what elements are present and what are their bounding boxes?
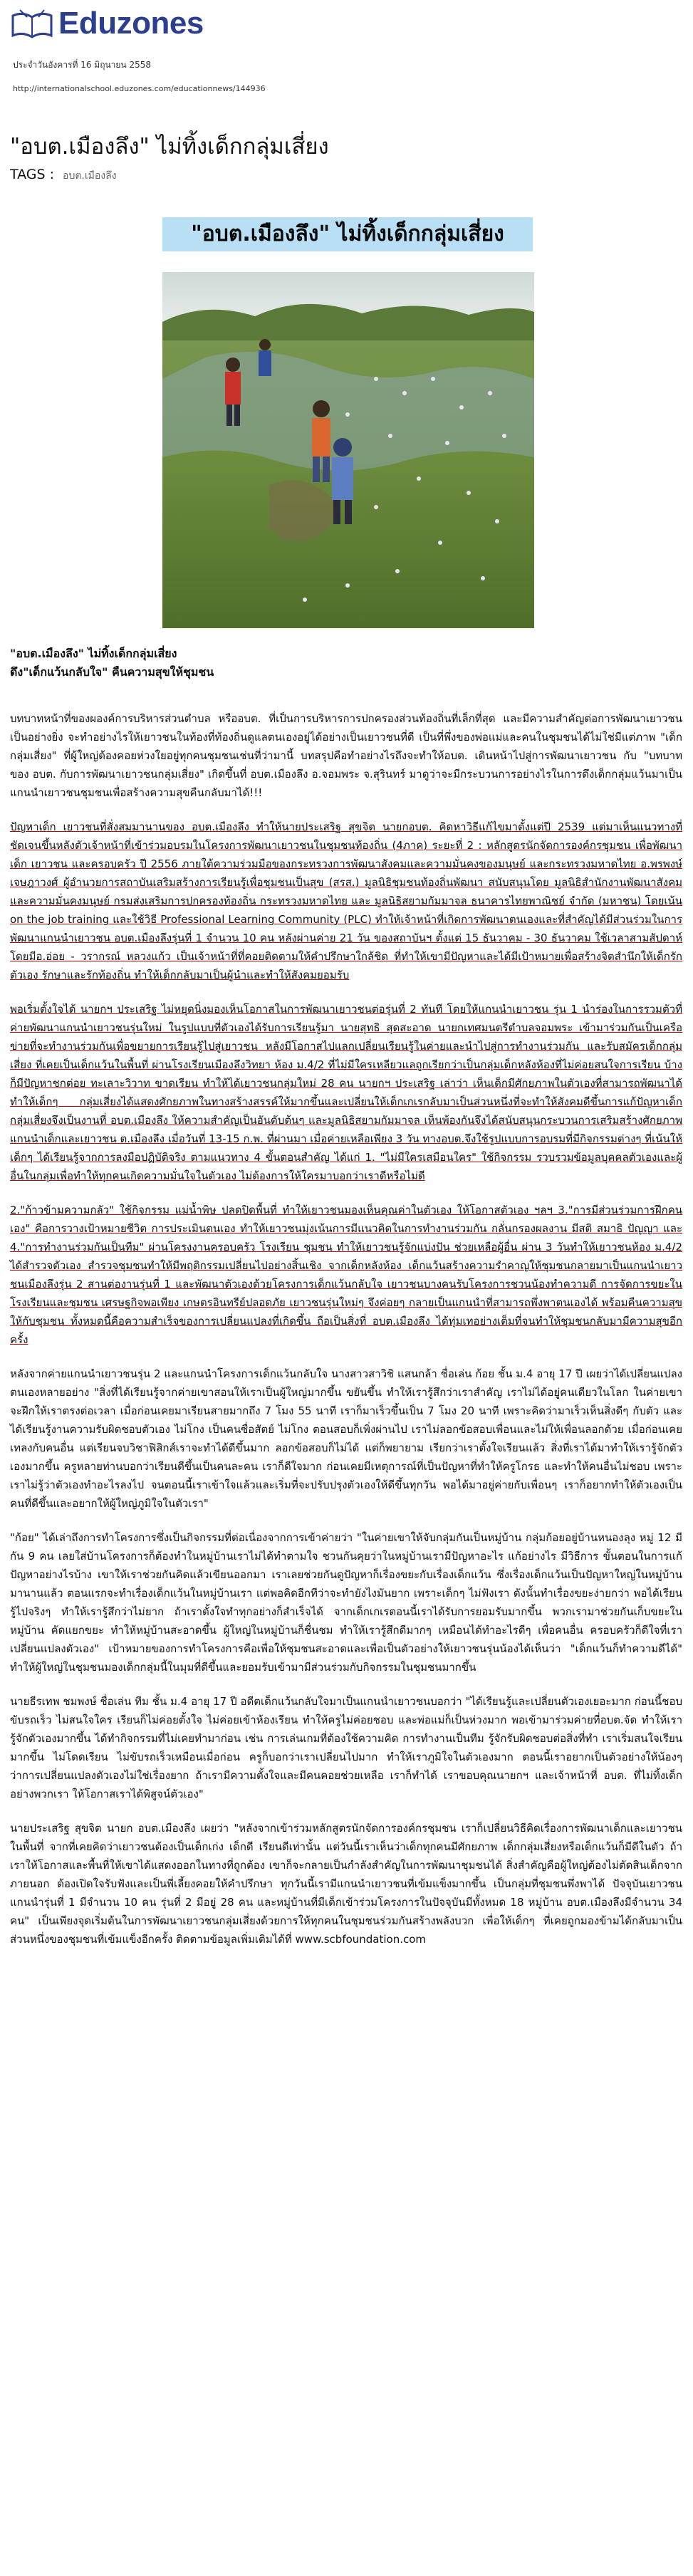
article-url[interactable]: http://internationalschool.eduzones.com/educationnews/144936: [13, 84, 266, 93]
article-banner: "อบต.เมืองลึง" ไม่ทิ้งเด็กกลุ่มเสี่ยง: [162, 217, 533, 251]
paragraph-mayor: นายประเสริฐ สุขจิต นายก อบต.เมืองลึง เผยว่า "หลังจากเข้าร่วมหลักสูตรนักจัดการองค์กรชุมชน เราก็เปลี่ยนวิธีคิดเรื่องการพัฒนาเด็กและเยาวชนในพื้นที่ จากที่เคยคิดว่าเยาวชนต้องเป็นเด็กเก่ง เด็กดี เรียนดีเท่านั้น แต่วันนี้เราเห็นว่าเด็กทุกคนมีศักยภาพ เด็กกลุ่มเสี่ยงหรือเด็กแว้นก็มีดีในตัว ถ้าเราให้โอกาสและพื้นที่ให้เขาได้แสดงออกในทางที่ถูกต้อง เขาก็จะกลายเป็นกำลังสำคัญในการพัฒนาชุมชนได้ สิ่งสำคัญคือผู้ใหญ่ต้องไม่ตัดสินเด็กจากภายนอก ต้องเปิดใจรับฟังและเป็นพี่เลี้ยงคอยให้คำปรึกษา ทุกวันนี้เรามีแกนนำเยาวชนที่เข้มแข็งมากขึ้น เป็นกลุ่มที่ชุมชนพึ่งพาได้ ปัจจุบันเยาวชนแกนนำรุ่นที่ 1 มีจำนวน 10 คน รุ่นที่ 2 มีอยู่ 28 คน และหมู่บ้านที่มีเด็กเข้าร่วมโครงการในปัจจุบันมีทั้งหมด 18 หมู่บ้าน อบต.เมืองลึงมีจำนวน 34 คน" เป็นเพียงจุดเริ่มต้นในการพัฒนาเยาวชนกลุ่มเสี่ยงด้วยการให้ทุกคนในชุมชนร่วมกันสร้างพลังบวก เพื่อให้เด็กๆ ที่เคยถูกมองข้ามได้กลับมาเป็นส่วนหนึ่งของชุมชนที่เข้มแข็งอีกครั้ง ติดตามข้อมูลเพิ่มเติมได้ที่ www.scbfoundation.com: [10, 1822, 682, 1946]
article-lead: [10, 645, 679, 682]
paragraph-koi: หลังจากค่ายแกนนำเยาวชนรุ่น 2 และแกนนำโครงการเด็กแว้นกลับใจ นางสาวสาวิชิ แสนกล้า ชื่อเล่น ก้อย ชั้น ม.4 อายุ 17 ปี เผยว่าได้เปลี่ยนแปลงตนเองหลายอย่าง "สิ่งที่ได้เรียนรู้จากค่ายเขาสอนให้เราเป็นผู้ใหญ่มากขึ้น ขยันขึ้น ทำให้เรารู้สึกว่าเราสำคัญ เราไม่ได้อยู่คนเดียวในโลก ในค่ายเขาจะฝึกให้เราตรงต่อเวลา เมื่อก่อนเคยมาเรียนสายมากถึง 7 โมง 55 นาที เราก็มาเร็วขึ้นเป็น 7 โมง 20 นาที เพราะคิดว่ามาเร็วเห็นสิ่งดีๆ กับตัว และได้เรียนรู้งานความรับผิดชอบตัวเอง ไม่โกง เป็นคนซื่อสัตย์ ไม่โกง ตอนสอบก็เพิ่งผ่านไป เราไม่ลอกข้อสอบเพื่อนและไม่ให้เพื่อนลอกด้วย เมื่อก่อนเคยเทลงกับคนอื่น แต่เรียนจบวิชาฟิสิกส์เราจะทำได้ดีขึ้นมาก ลอกข้อสอบก็ไม่ได้ แต่ก็พยายาม เรียกว่าเราตั้งใจเรียนแล้ว สิ่งที่เราได้มาทำให้เรารู้จักตัวเองมากขึ้น ครูหลายท่านบอกว่าเรียนดีขึ้นเป็นคนละคน เราก็ดีใจมาก ก่อนเคยมีเหตุการณ์ที่เป็นปัญหาที่ทำให้ครูโกรธ และทำให้คนอื่นไม่ชอบ เพราะเราไม่รู้ว่าตัวเองทำอะไรลงไป จนตอนนี้เราเข้าใจแล้วและเริ่มที่จะปรับปรุงตัวเองให้ดีขึ้นทุกวัน พอได้มาอยู่ค่ายกับเพื่อนๆ เราก็อยากทำให้ตัวเองเป็นคนที่ดีขึ้นและอยากให้ผู้ใหญ่ภูมิใจในตัวเรา": [10, 1367, 682, 1510]
site-header: [0, 0, 693, 107]
site-logo[interactable]: [10, 6, 204, 41]
paragraph-intro: บทบาทหน้าที่ของผองค์การบริหารส่วนตำบล หรืออบต. ที่เป็นการบริหารการปกครองส่วนท้องถิ่นที่เล็กที่สุด และมีความสำคัญต่อการพัฒนาเยาวชนเป็นอย่างยิ่ง จะทำอย่างไรให้เยาวชนในท้องที่ท้องถิ่นดูแลตนเองอยู่ได้อย่างเป็นเยาวชนที่ดี เป็นที่พึ่งของพ่อแม่และคนในชุมชนได้ไม่ใช่มีแต่ภาพ "เด็กกลุ่มเสี่ยง" ที่ผู้ใหญ่ต้องคอยห่วงใยอยู่ทุกคนชุมชนเช่นที่ว่ามานี้ บทสรุปคือทำอย่างไรถึงจะทำให้อบต. เดินหน้าไปสู่การพัฒนาเยาวชน กับ "บทบาทของ อบต. กับการพัฒนาเยาวชนกลุ่มเสี่ยง" เกิดขึ้นที่ อบต.เมืองลึง อ.จอมพระ จ.สุรินทร์ มาดูว่าจะมีกระบวนการอย่างไรในการดึงเด็กกลุ่มแว้นมาเป็นแกนนำเยาวชนชุมชนเพื่อสร้างความสุขคืนกลับมาได้!!!: [10, 712, 682, 799]
open-book-icon: [10, 7, 54, 40]
tag-link[interactable]: อบต.เมืองลึง: [63, 170, 117, 182]
tags-label: TAGS :: [10, 167, 55, 182]
site-name: Eduzones: [58, 6, 204, 41]
article-photo: [162, 272, 534, 628]
paragraph-team: นายธีรเทพ ชมพงษ์ ชื่อเล่น ทีม ชั้น ม.4 อายุ 17 ปี อดีตเด็กแว้นกลับใจมาเป็นแกนนำเยาวชนบอกว่า "ได้เรียนรู้และเปลี่ยนตัวเองเยอะมาก ก่อนนี้ชอบขับรถเร็ว ไม่สนใจใคร เรียนก็ไม่ค่อยตั้งใจ ไม่ค่อยเข้าห้องเรียน ทำให้ครูไม่ค่อยชอบ และพ่อแม่ก็เป็นห่วงมาก พอเข้ามาร่วมค่ายที่อบต.จัด ทำให้เรารู้จักตัวเองมากขึ้น ได้ทำกิจกรรมที่ไม่เคยทำมาก่อน เช่น การเล่นเกมที่ต้องใช้ความคิด การทำงานเป็นทีม รู้จักรับผิดชอบต่อสิ่งที่ทำ เราเริ่มสนใจเรียนมากขึ้น ไม่โดดเรียน ไม่ขับรถเร็วเหมือนเมื่อก่อน ครูก็บอกว่าเราเปลี่ยนไปมาก ทำให้เราภูมิใจในตัวเองมาก ตอนนี้เราอยากเป็นตัวอย่างให้น้องๆ ว่าการเปลี่ยนแปลงตัวเองไม่ใช่เรื่องยาก ถ้าเรามีความตั้งใจและมีคนคอยช่วยเหลือ เราก็ทำได้ เราขอบคุณนายกฯ และเจ้าหน้าที่ อบต. ที่ไม่ทิ้งเด็กอย่างพวกเรา ให้โอกาสเราได้พิสูจน์ตัวเอง": [10, 1695, 682, 1800]
lead-line-2: ดึง"เด็กแว้นกลับใจ" คืนความสุขให้ชุมชน: [10, 665, 214, 679]
lead-line-1: "อบต.เมืองลึง" ไม่ทิ้งเด็กกลุ่มเสี่ยง: [10, 647, 177, 660]
paragraph-project: "ก้อย" ได้เล่าถึงการทำโครงการซึ่งเป็นกิจกรรมที่ต่อเนื่องจากการเข้าค่ายว่า "ในค่ายเขาให้จับกลุ่มกันเป็นหมู่บ้าน กลุ่มก้อยอยู่บ้านหนองลุง หมู่ 12 มีกัน 9 คน เลยใส่บ้านโครงการก็ต้องทำในหมู่บ้านเราไม่ได้ทำตามใจ ชวนกันคุยว่าในหมู่บ้านเรามีปัญหาอะไร แก้อย่างไร มีวิธีการ ขั้นตอนในการแก้ปัญหาอย่างไรบ้าง เขาให้เราช่วยกันคิดแล้วเขียนออกมา เราเลยช่วยกันดูปัญหาก็เรื่องขยะกับเรื่องเด็กแว้น ซึ่งเรื่องเด็กแว้นเป็นปัญหาใหญ่ในหมู่บ้านมานานแล้ว ตอนแรกจะทำเรื่องเด็กแว้นในหมู่บ้านเรา แต่พอคิดอีกทีว่าจะทำยังไงมันยาก เพราะเด็กๆ ไม่ฟังเรา ดังนั้นทำเรื่องขยะง่ายกว่า พอได้เรียนรู้ไปจริงๆ ทำให้เรารู้สึกว่าไม่ยาก ถ้าเราตั้งใจทำทุกอย่างก็สำเร็จได้ จากเด็กเกเรตอนนี้เราได้รับการยอมรับมากขึ้น พวกเรามาช่วยกันเก็บขยะในหมู่บ้าน คัดแยกขยะ ทำให้หมู่บ้านสะอาดขึ้น ผู้ใหญ่ในหมู่บ้านก็ชื่นชม ทำให้เรารู้สึกดีมากๆ เหมือนได้ทำอะไรดีๆ เพื่อคนอื่น ครอบครัวก็ดีใจที่เราเปลี่ยนแปลงตัวเอง" เป้าหมายของการทำโครงการคือเพื่อให้ชุมชนสะอาดและเพื่อเป็นตัวอย่างให้เยาวชนรุ่นน้องได้เห็นว่า "เด็กแว้นก็ทำความดีได้" ทำให้ผู้ใหญ่ในชุมชนมองเด็กกลุ่มนี้ในมุมที่ดีขึ้นและยอมรับเข้ามามีส่วนร่วมกับกิจกรรมในชุมชนมากขึ้น: [10, 1531, 682, 1674]
article-body: [10, 709, 682, 1964]
paragraph-activities: 2."ก้าวข้ามความกลัว" ใช้กิจกรรม แม่น้ำพิษ ปลดปิดพื้นที่ ทำให้เยาวชนมองเห็นคุณค่าในตัวเอง ให้โอกาสตัวเอง ฯลฯ 3."การมีส่วนร่วมการฝึกคนเอง" คือการวางเป้าหมายชีวิต การประเมินตนเอง ทำให้เยาวชนมุ่งเน้นการมีแนวคิดในการทำงานร่วมกัน กลั่นกรองผลงาน มีสติ สมาธิ ปัญญา และ 4."การทำงานร่วมกันเป็นทีม" ผ่านโครงงานครอบครัว โรงเรียน ชุมชน ทำให้เยาวชนรู้จักแบ่งปัน ช่วยเหลือผู้อื่น ผ่าน 3 วันทำให้เยาวชนห้อง ม.4/2 ได้สำรวจตัวเอง สำรวจชุมชนทำให้มีพฤติกรรมเปลี่ยนไปอย่างสิ้นเชิง จากเด็กหลังห้อง เด็กแว้นสร้างความรำคาญให้ชุมชนกลายมาเป็นแกนนำเยาวชนเมืองลึงรุ่น 2 สานต่องานรุ่นที่ 1 และพัฒนาตัวเองด้วยโครงการเด็กแว้นกลับใจ เยาวชนบางคนรับโครงการชวนน้องทำความดี การจัดการขยะในโรงเรียนและชุมชน เศรษฐกิจพอเพียง เกษตรอินทรีย์ปลอดภัย เยาวชนรุ่นใหม่ๆ จึงค่อยๆ กลายเป็นแกนนำที่สามารถพึ่งพาตนเองได้ พร้อมคืนความสุขให้กับชุมชน ทั้งหมดนี้คือความสำเร็จของการเปลี่ยนแปลงที่เกิดขึ้น ถือเป็นสิ่งที่ อบต.เมืองลึง ได้ทุ่มเทอย่างเต็มที่จนทำให้ชุมชนกลับมามีความสุขอีกครั้ง: [10, 1204, 682, 1346]
publish-date: ประจำวันอังคารที่ 16 มิถุนายน 2558: [13, 60, 152, 70]
paragraph-background: ปัญหาเด็ก เยาวชนที่สั่งสมมานานของ อบต.เมืองลึง ทำให้นายประเสริฐ สุขจิต นายกอบต. คิดหาวิธีแก้ไขมาตั้งแต่ปี 2539 แต่มาเห็นแนวทางที่ชัดเจนขึ้นหลังตัวเจ้าหน้าที่เข้าร่วมอบรมในโครงการพัฒนาเยาวชนในชุมชนท้องถิ่น (4ภาค) ระยะที่ 2 : หลักสูตรนักจัดการองค์กรชุมชน เพื่อพัฒนาเด็ก เยาวชน และครอบครัว ปี 2556 ภายใต้ความร่วมมือของกระทรวงการพัฒนาสังคมและความมั่นคงของมนุษย์ และกระทรวงมหาดไทย อ.พรพงษ์ เจษฎาวงศ์ ผู้อำนวยการสถาบันเสริมสร้างการเรียนรู้เพื่อชุมชนเป็นสุข (สรส.) มูลนิธิชุมชนท้องถิ่นพัฒนา สนับสนุนโดย มูลนิธิสำนักงานพัฒนาสังคมและความมั่นคงมนุษย์ กรมส่งเสริมการปกครองท้องถิ่น กระทรวงมหาดไทย และ มูลนิธิสยามกัมมาจล ธนาคารไทยพาณิชย์ จำกัด (มหาชน) โดยเน้น on the job training และใช้วิธี Professional Learning Community (PLC) ทำให้เจ้าหน้าที่เกิดการพัฒนาตนเองและที่สำคัญได้มีส่วนร่วมในการพัฒนาแกนนำเยาวชน อบต.เมืองลึงรุ่นที่ 1 จำนวน 10 คน หลังผ่านค่าย 21 วัน ของสถาบันฯ ตั้งแต่ 15 ธันวาคม - 30 ธันวาคม ใช้เวลาสามสัปดาห์ โดยมีอ.อ่อย - วรากรณ์ หลวงแก้ว เป็นเจ้าหน้าที่ที่คอยติดตามให้คำปรึกษาใกล้ชิด ที่ทำให้เขามีปัญหาและได้มีเป้าหมายเพื่อสร้างจิตสำนึกให้เด็กรักตัวเอง รักษาและรักท้องถิ่น ทำให้เด็กกลับมาเป็นผู้นำและทำให้สังคมยอมรับ: [10, 820, 682, 981]
tags-row: [10, 167, 117, 184]
paragraph-second-cohort: พอเริ่มตั้งใจได้ นายกฯ ประเสริฐ ไม่หยุดนิ่งมองเห็นโอกาสในการพัฒนาเยาวชนต่อรุ่นที่ 2 ทันที โดยให้แกนนำเยาวชน รุ่น 1 นำร่องในการรวมตัวที่ค่ายพัฒนาแกนนำเยาวชนรุ่นใหม่ ในรูปแบบที่ตัวเองได้รับการเรียนรู้มา นายสุทธิ สุดสะอาด นายกเทศมนตรีตำบลจอมพระ เข้ามาร่วมกันเป็นเครือข่ายที่จะทำงานร่วมกันเพื่อขยายการเรียนรู้ไปสู่เยาวชน หลังมีโอกาสไปแลกเปลี่ยนเรียนรู้ในค่ายและนำไปสู่การทำงานร่วมกัน และรับสมัครเด็กกลุ่มเสี่ยง ที่เคยเป็นเด็กแว้นในพื้นที่ ผ่านโรงเรียนเมืองลึงวิทยา ห้อง ม.4/2 ที่ไม่มีใครเหลียวแลถูกเรียกว่าเป็นกลุ่มเด็กหลังห้องที่ไม่ค่อยสนใจการเรียน บ้างก็มีปัญหาชกต่อย ทะเลาะวิวาท ขาดเรียน ทำให้ได้เยาวชนกลุ่มใหม่ 28 คน นายกฯ ประเสริฐ เล่าว่า เห็นเด็กมีศักยภาพในตัวเองที่สามารถพัฒนาได้ทำให้เด็กๆ กลุ่มเสี่ยงได้แสดงศักยภาพในทางสร้างสรรค์ให้มากขึ้นและเปลี่ยนให้เด็กเกเรกลับมาเป็นส่วนหนึ่งที่จะทำให้สังคมดีขึ้นการแก้ปัญหาเด็กกลุ่มเสี่ยงจึงเป็นงานที่ อบต.เมืองลึง ให้ความสำคัญเป็นอันดับต้นๆ และมูลนิธิสยามกัมมาจล เห็นพ้องกันจึงได้สนับสนุนกระบวนการเสริมสร้างศักยภาพแกนนำเด็กและเยาวชน ต.เมืองลึง เมื่อวันที่ 13-15 ก.พ. ที่ผ่านมา เมื่อค่ายเหลือเพียง 3 วัน ทางอบต.จึงใช้รูปแบบการอบรมที่มีกิจกรรมต่างๆ ที่เน้นให้เด็กๆ ได้เรียนรู้จากการลงมือปฏิบัติจริง ตามแนวทาง 4 ขั้นตอนสำคัญ ได้แก่ 1. "ไม่มีใครเสมือนใคร" ใช้กิจกรรม รวบรวมข้อมูลบุคคลตัวเองและผู้อื่นในกลุ่มเพื่อทำให้ทุกคนเกิดความมั่นใจในตัวเอง ไม่ต้องการให้ใครมาบอกว่าเราดีหรือไม่ดี: [10, 1003, 682, 1182]
page-title: "อบต.เมืองลึง" ไม่ทิ้งเด็กกลุ่มเสี่ยง: [10, 134, 329, 160]
